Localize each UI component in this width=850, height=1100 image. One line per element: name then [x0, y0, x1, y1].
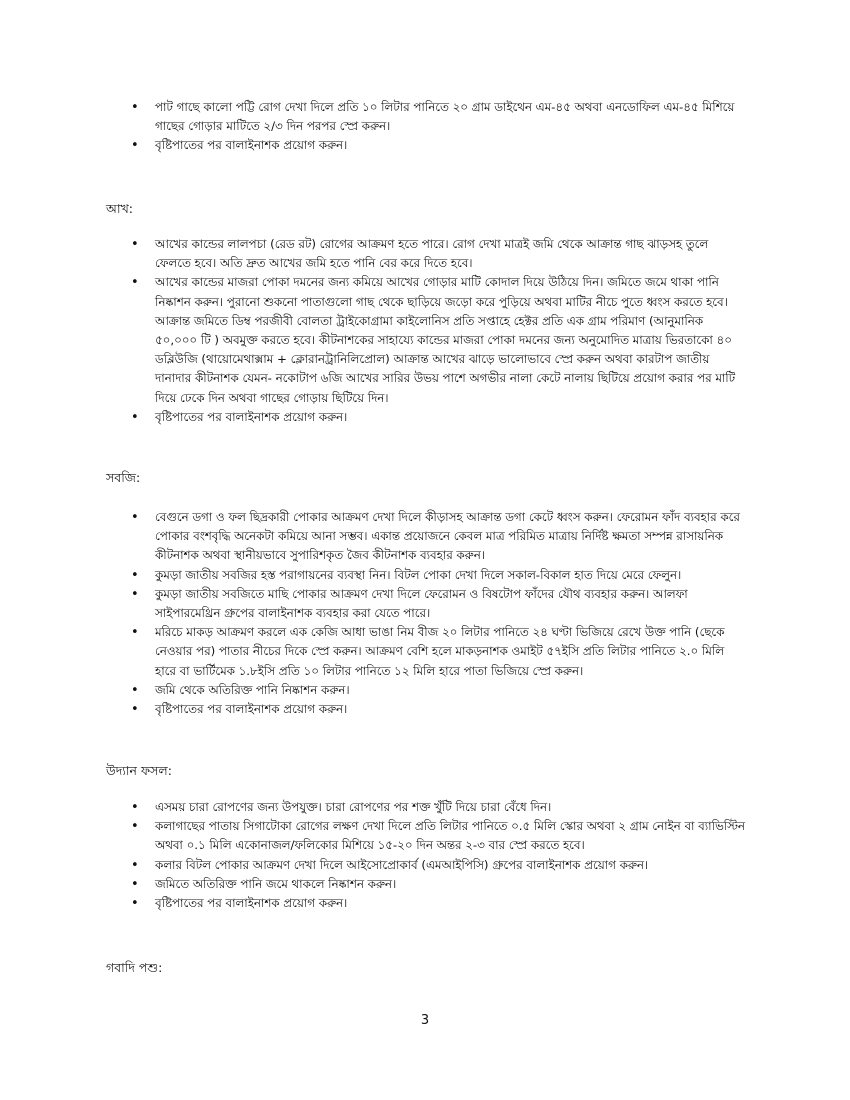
bullet-icon: •	[131, 896, 139, 912]
bullet-icon: •	[131, 702, 139, 718]
list-item-text: জমিতে অতিরিক্ত পানি জমে থাকলে নিষ্কাশন করুন।	[155, 876, 397, 891]
list-item-text: কুমড়া জাতীয় সবজিতে মাছি পোকার আক্রমণ দেখা দিলে ফেরোমন ও বিষটোপ ফাঁদের যৌথ ব্যবহার করুন। আলফা সাইপারমেথ্রিন গ্রুপের বালাইনাশক ব্যবহার করা যেতে পারে।	[155, 586, 688, 621]
list-item-text: কুমড়া জাতীয় সবজির হস্ত পরাগায়নের ব্যবস্থা নিন। বিটল পোকা দেখা দিলে সকাল-বিকাল হাত দিয়ে মেরে ফেলুন।	[155, 567, 682, 582]
list-item	[0, 681, 850, 700]
bullet-icon: •	[131, 876, 139, 892]
list-item-text: পাট গাছে কালো পট্টি রোগ দেখা দিলে প্রতি ১০ লিটার পানিতে ২০ গ্রাম ডাইথেন এম-৪৫ অথবা এনডোফিল এম-৪৫ মিশিয়ে গাছের গোড়ার মাটিতে ২/৩ দিন পরপর স্প্রে করুন।	[155, 100, 735, 134]
section-heading: গবাদি পশু:	[106, 960, 163, 975]
page-number: 3	[420, 1013, 430, 1028]
bullet-list	[0, 508, 850, 719]
bullet-icon: •	[131, 138, 139, 154]
bullet-icon: •	[131, 586, 139, 602]
bullet-list	[0, 98, 850, 156]
list-item-text: আখের কান্ডের মাজরা পোকা দমনের জন্য কমিয়ে আখের গোড়ার মাটি কোদাল দিয়ে উঠিয়ে দিন। জমিতে জমে থাকা পানি নিষ্কাশন করুন। পুরানো শুকনো পাতাগুলো গাছ থেকে ছাড়িয়ে জড়ো করে পুড়িয়ে অথবা মাটির নীচে পুতে ধ্বংস করতে হবে। আক্রান্ত জমিতে ডিম্ব পরজীবী বোলতা ট্রাইকোগ্রামা কাইলোনিস প্রতি সপ্তাহে হেক্টর প্রতি এক গ্রাম পরিমাণ (আনুমানিক ৫০,০০০ টি ) অবমুক্ত করতে হবে। কীটনাশকের সাহায্যে কান্ডের মাজরা পোকা দমনের জন্য অনুমোদিত মাত্রায় ভিরতাকো ৪০ ডব্লিউজি (থায়োমেথাক্সাম + ক্লোরানট্রানিলিপ্রোল) আক্রান্ত আখের ঝাড়ে ভালোভাবে স্প্রে করুন অথবা কারটাপ জাতীয় দানাদার কীটনাশক যেমন- নকোটাপ ৬জি আখের সারির উভয় পাশে অগভীর নালা কেটে নালায় ছিটিয়ে প্রয়োগ করার পর মাটি দিয়ে ঢেকে দিন অথবা গাছের গোড়ায় ছিটিয়ে দিন।	[155, 275, 736, 405]
list-item	[0, 798, 850, 817]
list-item-text: বৃষ্টিপাতের পর বালাইনাশক প্রয়োগ করুন।	[155, 409, 348, 424]
bullet-icon: •	[131, 625, 139, 641]
bullet-icon: •	[131, 800, 139, 815]
list-item	[0, 894, 850, 913]
list-item	[0, 508, 850, 566]
bullet-list	[0, 235, 850, 427]
bullet-icon: •	[131, 237, 139, 252]
list-item	[0, 623, 850, 681]
list-item-text: এসময় চারা রোপণের জন্য উপযুক্ত। চারা রোপণের পর শক্ত খুঁটি দিয়ে চারা বেঁধে দিন।	[155, 800, 552, 814]
list-item-text: বেগুনে ডগা ও ফল ছিদ্রকারী পোকার আক্রমণ দেখা দিলে কীড়াসহ আক্রান্ত ডগা কেটে ধ্বংস করুন। ফেরোমন ফাঁদ ব্যবহার করে পোকার বংশবৃদ্ধি অনেকটা কমিয়ে আনা সম্ভব। একান্ত প্রয়োজনে কেবল মাত্র পরিমিত মাত্রায় নির্দিষ্ট ক্ষমতা সম্পন্ন রাসায়নিক কীটনাশক অথবা স্থানীয়ভাবে সুপারিশকৃত জৈব কীটনাশক ব্যবহার করুন।	[155, 510, 740, 563]
bullet-icon: •	[131, 409, 139, 425]
list-item-text: আখের কান্ডের লালপচা (রেড রট) রোগের আক্রমণ হতে পারে। রোগ দেখা মাত্রই জমি থেকে আক্রান্ত গাছ ঝাড়সহ তুলে ফেলতে হবে। অতি দ্রুত আখের জমি হতে পানি বের করে দিতে হবে।	[155, 237, 709, 271]
bullet-icon: •	[131, 567, 139, 583]
bullet-list	[0, 798, 850, 913]
bullet-icon: •	[131, 857, 139, 873]
bullet-icon: •	[131, 819, 139, 835]
list-item-text: বৃষ্টিপাতের পর বালাইনাশক প্রয়োগ করুন।	[155, 896, 348, 911]
section-heading: সবজি:	[106, 470, 141, 485]
list-item	[0, 817, 850, 855]
list-item	[0, 235, 850, 273]
list-item-text: কলার বিটল পোকার আক্রমণ দেখা দিলে আইসোপ্রোকার্ব (এমআইপিসি) গ্রুপের বালাইনাশক প্রয়োগ করুন।	[155, 857, 649, 872]
list-item-text: জমি থেকে অতিরিক্ত পানি নিষ্কাশন করুন।	[155, 682, 350, 697]
list-item-text: বৃষ্টিপাতের পর বালাইনাশক প্রয়োগ করুন।	[155, 702, 348, 717]
list-item	[0, 700, 850, 719]
bullet-icon: •	[131, 100, 139, 115]
list-item	[0, 408, 850, 427]
list-item	[0, 585, 850, 623]
list-item	[0, 875, 850, 894]
list-item	[0, 856, 850, 875]
section-heading: উদ্যান ফসল:	[106, 763, 172, 778]
bullet-icon: •	[131, 510, 139, 525]
bullet-icon: •	[131, 275, 139, 291]
list-item-text: কলাগাছের পাতায় সিগাটোকা রোগের লক্ষণ দেখা দিলে প্রতি লিটার পানিতে ০.৫ মিলি স্কোর অথবা ২ গ্রাম নোইন বা ব্যাভিস্টিন অথবা ০.১ মিলি একোনাজল/ফলিকোর মিশিয়ে ১৫-২০ দিন অন্তর ২-৩ বার স্প্রে করতে হবে।	[155, 819, 745, 853]
section-heading: আখ:	[106, 201, 134, 216]
list-item	[0, 98, 850, 136]
list-item-text: বৃষ্টিপাতের পর বালাইনাশক প্রয়োগ করুন।	[155, 138, 348, 153]
list-item	[0, 273, 850, 407]
list-item	[0, 136, 850, 155]
list-item-text: মরিচে মাকড় আক্রমণ করলে এক কেজি আধা ভাঙা নিম বীজ ২০ লিটার পানিতে ২৪ ঘণ্টা ভিজিয়ে রেখে উক্ত পানি (ছেকে নেওয়ার পর) পাতার নীচের দিকে স্প্রে করুন। আক্রমণ বেশি হলে মাকড়নাশক ওমাইট ৫৭ইসি প্রতি লিটার পানিতে ২.০ মিলি হারে বা ভার্টিমেক ১.৮ইসি প্রতি ১০ লিটার পানিতে ১২ মিলি হারে পাতা ভিজিয়ে স্প্রে করুন।	[155, 625, 725, 678]
bullet-icon: •	[131, 682, 139, 698]
list-item	[0, 566, 850, 585]
